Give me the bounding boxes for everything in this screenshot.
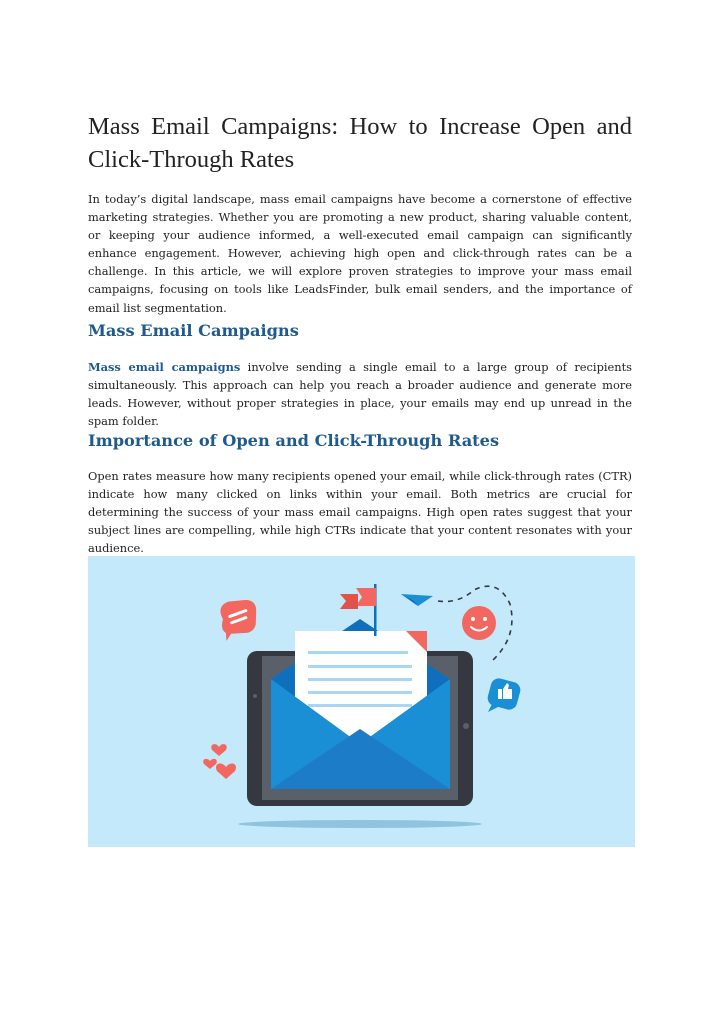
page-title: Mass Email Campaigns: How to Increase Open and Click-Through Rates [88,113,632,173]
section-heading-mass-email: Mass Email Campaigns [88,321,299,340]
email-marketing-illustration [88,556,635,847]
smiley-face-icon [462,606,496,640]
mass-email-campaigns-link[interactable]: Mass email campaigns [88,360,241,374]
section-heading-importance: Importance of Open and Click-Through Rates [88,431,500,450]
tablet-shadow [238,820,482,828]
importance-paragraph: Open rates measure how many recipients opened your email, while click-through rates (CTR) indicate how many clicked on links within your email. Both metrics are crucial for determining the success of your mass email campaigns. High open rates suggest that your subject lines are compelling, while high CTRs indicate that your content resonates with your audience. [88,469,632,556]
intro-paragraph: In today’s digital landscape, mass email campaigns have become a cornerstone of effective marketing strategies. Whether you are promoting a new product, sharing valuable content, or keeping your audience informed, a well-executed email campaign can significantly enhance engagement. However, achieving high open and click-through rates can be a challenge. In this article, we will explore proven strategies to improve your mass email campaigns, focusing on tools like LeadsFinder, bulk email senders, and the importance of email list segmentation. [88,192,632,315]
mass-email-body: involve sending a single email to a large group of recipients simultaneously. This approach can help you reach a broader audience and generate more leads. However, without proper strategies in place, your emails may end up unread in the spam folder. [88,360,633,429]
mass-email-paragraph [88,358,632,430]
envelope-icon [271,619,450,789]
